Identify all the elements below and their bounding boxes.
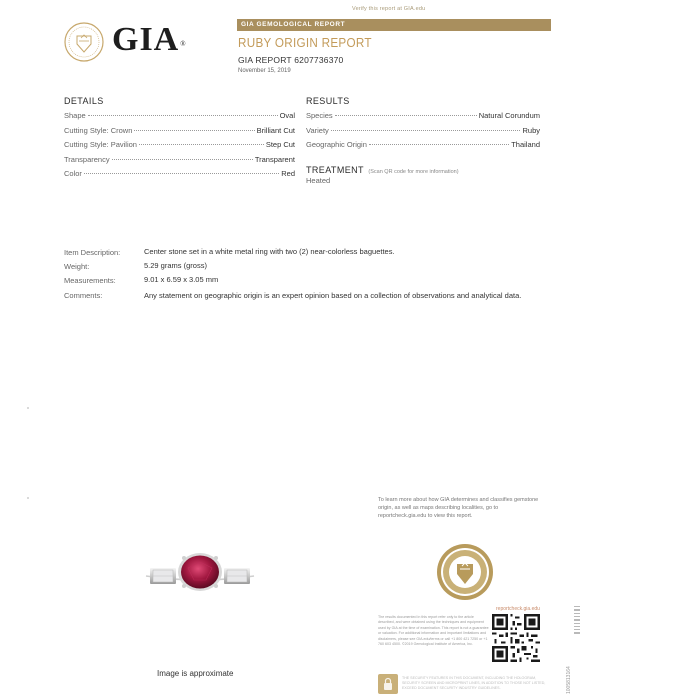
security-lock-icon [378, 674, 398, 694]
ring-image [144, 540, 256, 604]
weight-value: 5.29 grams (gross) [144, 261, 207, 270]
security-features-text: THE SECURITY FEATURES IN THIS DOCUMENT, INCLUDING THE HOLOGRAM, SECURITY SCREEN AND MICROPRINT LINES, IN ADDITION TO THOSE NOT LISTED, EXCEED DOCUMENT SECURITY INDUSTRY GUIDELINES. [402, 676, 546, 690]
details-row-shape: Shape Oval [64, 111, 295, 120]
side-barcode [574, 606, 580, 696]
comments-label: Comments: [64, 291, 103, 300]
paper-speck [27, 497, 29, 499]
details-row-pavilion: Cutting Style: Pavilion Step Cut [64, 140, 295, 149]
gia-gold-seal-icon [436, 543, 494, 601]
weight-label: Weight: [64, 262, 90, 271]
details-row-color: Color Red [64, 169, 295, 178]
report-number: GIA REPORT 6207736370 [238, 55, 344, 65]
treatment-note: (Scan QR code for more information) [368, 169, 459, 175]
item-description-label: Item Description: [64, 248, 121, 257]
gia-seal-icon [64, 22, 104, 62]
results-list [306, 111, 540, 155]
details-list [64, 111, 295, 184]
gia-logo-wordmark: GIA® [112, 21, 187, 58]
measurements-value: 9.01 x 6.59 x 3.05 mm [144, 275, 219, 284]
registered-mark: ® [180, 40, 187, 48]
results-row-origin: Geographic Origin Thailand [306, 140, 540, 149]
verify-text: Verify this report at GIA.edu [352, 6, 426, 12]
report-date: November 15, 2019 [238, 68, 291, 74]
paper-speck [27, 407, 29, 409]
learn-more-text: To learn more about how GIA determines and classifies gemstone origin, as well as maps describing localities, go to reportcheck.gia.edu to view this report. [378, 497, 539, 519]
results-row-variety: Variety Ruby [306, 125, 540, 135]
report-title: RUBY ORIGIN REPORT [238, 35, 372, 50]
results-row-species: Species Natural Corundum [306, 111, 540, 120]
qr-code-icon[interactable] [492, 614, 540, 662]
details-row-crown: Cutting Style: Crown Brilliant Cut [64, 125, 295, 135]
details-title: DETAILS [64, 96, 104, 106]
report-banner-text: GIA GEMOLOGICAL REPORT [241, 21, 346, 28]
image-caption: Image is approximate [157, 669, 234, 678]
fine-print: The results documented in this report refer only to the article described, and were obtained using the techniques and equipment used by GIA at the time of examination. This report is not a guarantee or valuation. For additional information and important limitations and disclaimers, please see GIA.edu/terms or call +1 800 421 7250 or +1 760 603 4500. ©2019 Gemological Institute of America, Inc. [378, 615, 489, 647]
details-row-transparency: Transparency Transparent [64, 154, 295, 164]
comments-value: Any statement on geographic origin is an expert opinion based on a collection of observations and analytical data. [144, 291, 522, 300]
results-title: RESULTS [306, 96, 350, 106]
treatment-title: TREATMENT [306, 165, 364, 175]
item-description-value: Center stone set in a white metal ring with two (2) near-colorless baguettes. [144, 247, 395, 256]
reportcheck-link[interactable]: reportcheck.gia.edu [496, 606, 540, 612]
treatment-value: Heated [306, 176, 331, 185]
measurements-label: Measurements: [64, 276, 116, 285]
side-serial-code: 1005813164 [566, 666, 572, 694]
